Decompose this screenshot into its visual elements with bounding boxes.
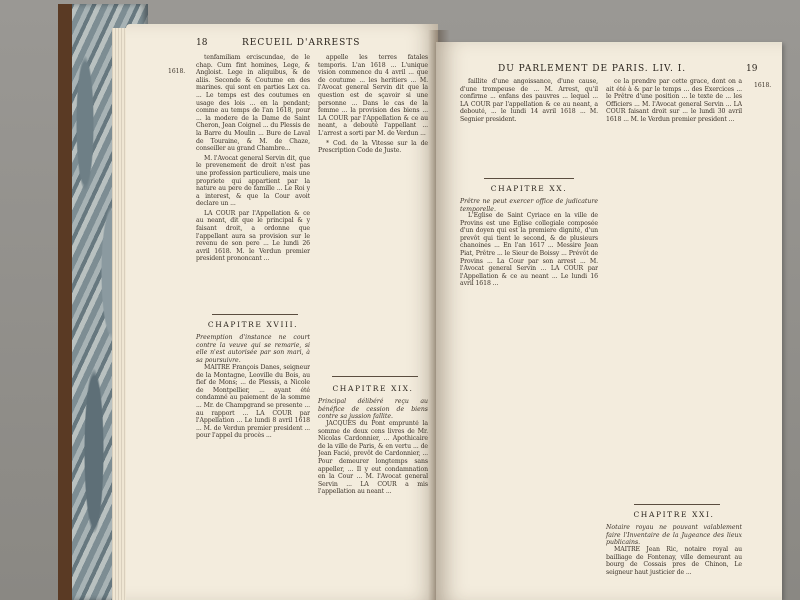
left-running-head: RECUEIL D'ARRESTS (242, 38, 361, 48)
right-col2-body: ce la prendre par cette grace, dont on a ait été à & par le temps ... des Exercices ... le Prêtre d'une position ... le texte de ... les Officiers ... M. l'Avocat general Servin ... LA COUR faisant droit sur ... le lundi 30 avril 1618 ... M. le Verdun premier president ... (606, 78, 742, 123)
chapter21-title: CHAPITRE XXI. (633, 510, 715, 519)
book-spine-edge (58, 4, 72, 600)
right-col1-body: faillite d'une angoissance, d'une cause, d'une trompeuse de ... M. Arrest, qu'il confirme ... enfans des pauvres ... lequel ... LA COUR par l'appellation & ce au neant, a debouté, ... le lundi 14 avril 1618 ... M. Segnier president. (460, 78, 598, 123)
right-page-number: 19 (746, 64, 758, 74)
right-running-head: DU PARLEMENT DE PARIS. LIV. I. (498, 64, 687, 74)
left-col1-para1: tenfamiliam erciscundae, de le chap. Cum fint homines, Lege, & Angloist. Lege in aliquibus, & de aliis. Seconde & Coutume en des marines. qui sont en parties Lex ca. ... Le temps est des coutumes en usage des lois ... en la pendant; comme au temps de l'an 1618, pour ... la modere de la Dame de Saint Cheron, Jean Coignel ... du Plessis de la Barre du Moulin ... Bure de Laval de Touraine, & M. de Chaze, conseiller au grand Chambre... (196, 54, 310, 153)
chapter18-title: CHAPITRE XVIII. (207, 320, 299, 329)
chapter18-body: MAITRE François Danes, seigneur de la Montagne, Leoville du Bois, au fief de Mons; ... de Plessis, a Nicole de Montpellier, ... ayant été condamné au paiement de la somme ... Mr. de Champgrand se presente ... au rapport ... LA COUR par l'Appellation ... Le lundi 8 avril 1618 ... M. de Verdun premier president ... pour l'appel du procès ... (196, 364, 310, 440)
chapter18-subtitle: Preemption d'instance ne court contre la veuve qui se remarie, si elle n'est autorisée par son mari, à sa poursuivre. (196, 334, 310, 364)
chapter20-title: CHAPITRE XX. (490, 184, 568, 193)
chapter21-body: MAITRE Jean Ric, notaire royal au bailliage de Fontenay, ville demeurant au bourg de Cossais pres de Chinon, Le seigneur haut justicier de ... (606, 546, 742, 576)
right-margin-year: 1618. (754, 82, 772, 89)
chapter21-rule (634, 504, 720, 505)
left-col2-body: appelle les terres fatales temporis. L'an 1618 ... L'unique vision commence du 4 avril ... que de coutume ... les heritiers ... M. l'Avocat general Servin dit que la question est de sçavoir si une personne ... Dans le cas de la femme ... la provision des biens ... LA COUR par l'Appellation & ce au neant, a debouté l'appellant ... L'arrest a sorti par M. de Verdun ... (318, 54, 428, 137)
right-page (436, 42, 782, 600)
left-page-number: 18 (196, 38, 208, 48)
right-col2-top (606, 78, 742, 498)
left-col1-para2: M. l'Avocat general Servin dit, que le prevenement de droit n'est pas une profession particuliere, mais une propriete qui appartient par la nature au pere de famille ... Le Roi y a interest, & que la Cour avoit declare un ... (196, 154, 310, 208)
chapter20-text (460, 212, 598, 600)
chapter20-subtitle: Prêtre ne peut exercer office de judicature temporelle. (460, 198, 598, 213)
chapter18-rule (212, 314, 298, 315)
chapter19-body: JACQUES du Pont emprunté la somme de deux cens livres de Mr. Nicolas Cardonnier, ... Apothicaire de la ville de Paris, & en vertu ... de Jean Facié, prevôt de Cardonnier, ... Pour demeurer longtemps sans appeller, ... Il y eut condamnation en la Cour ... M. l'Avocat general Servin ... LA COUR a mis l'appellation au neant ... (318, 420, 428, 496)
chapter19-title: CHAPITRE XIX. (332, 384, 414, 393)
left-col1-top (196, 54, 310, 306)
chapter20-rule (484, 178, 574, 179)
left-col2-top (318, 54, 428, 364)
chapter18-text (196, 364, 310, 600)
left-col1-para3: LA COUR par l'Appellation & ce au neant, dit que le principal & y faisant droit, a ordonne que l'appellant aura sa provision sur le revenu de son pere ... Le lundi 26 avril 1618. M. le Verdun premier president prononcant ... (196, 209, 310, 263)
left-col2-footnote: * Cod. de la Vitesse sur la de Prescription Code de Juste. (318, 139, 428, 155)
left-page (126, 24, 438, 600)
chapter19-subtitle: Principal délibéré reçu au bénéfice de cession de biens contre sa jussion fallite. (318, 398, 428, 421)
chapter20-body: L'Eglise de Saint Cyriace en la ville de Provins est une Eglise collegiale composée d'un doyen qui est la premiere dignité, d'un prevôt qui tient le second, & de plusieurs chanoines ... En l'an 1617 ... Messire Jean Piat, Prêtre ... le Sieur de Boissy ... Prévôt de Provins ... La Cour par son arrest ... M. l'Avocat general Servin ... LA COUR par l'Appellation & ce au neant ... Le lundi 16 avril 1618 ... (460, 212, 598, 288)
chapter21-subtitle: Notaire royau ne pouvant valablement faire l'Inventaire de la Jugeance des lieux publicains. (606, 524, 742, 547)
left-margin-year: 1618. (168, 68, 186, 75)
chapter19-text (318, 420, 428, 600)
chapter21-text (606, 546, 742, 600)
chapter19-rule (332, 376, 418, 377)
right-col1-top (460, 78, 598, 172)
